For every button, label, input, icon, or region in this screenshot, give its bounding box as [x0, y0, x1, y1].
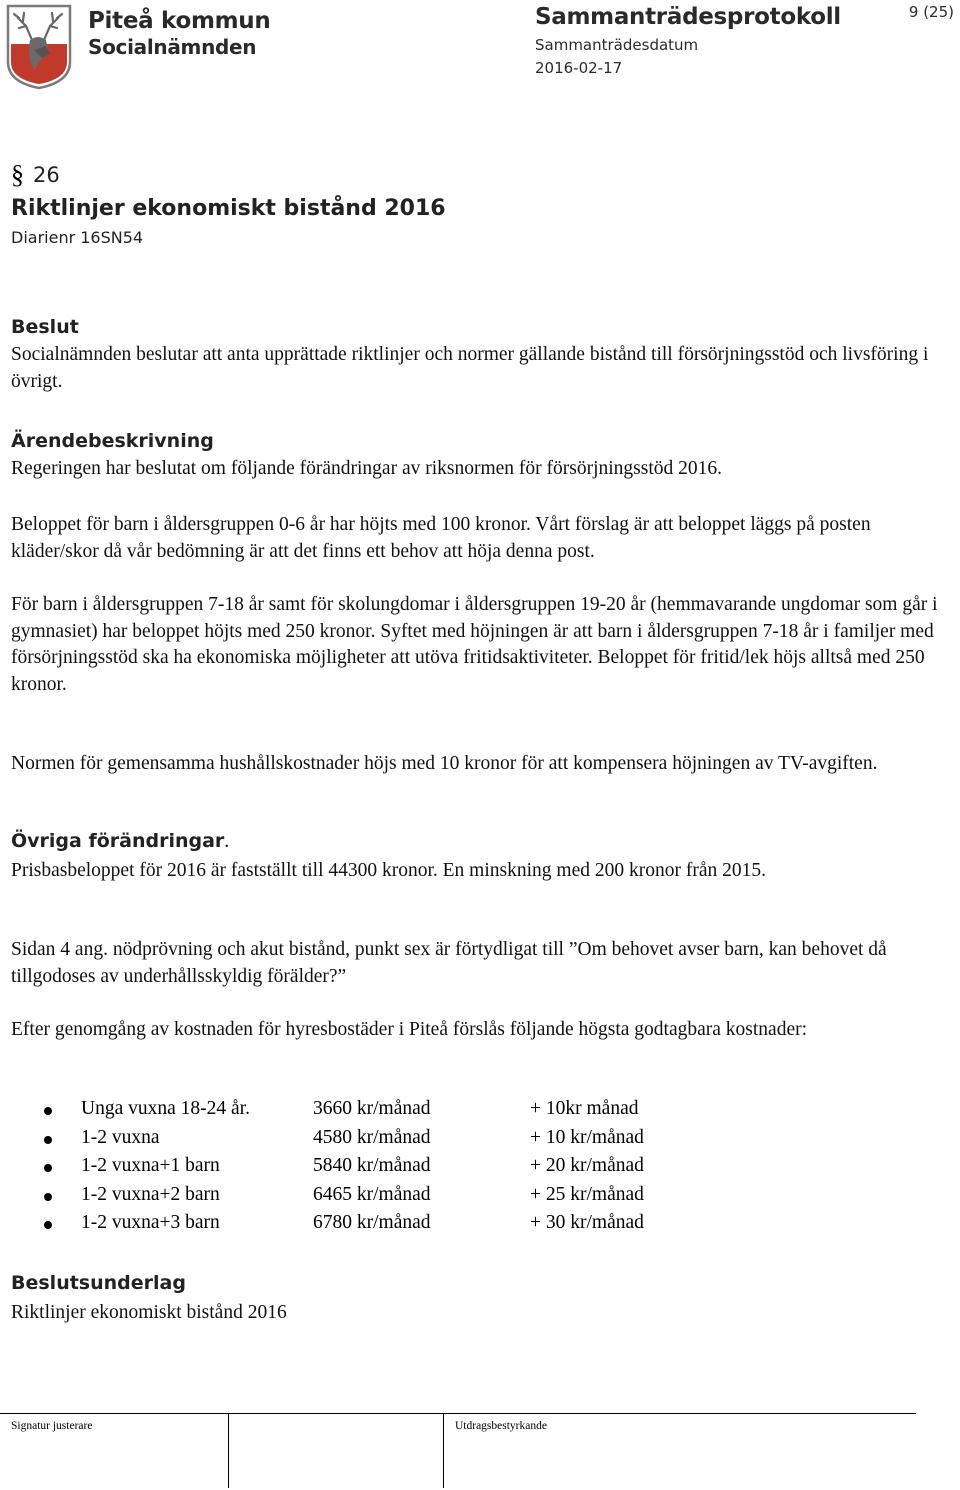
certification-label: Utdragsbestyrkande	[455, 1420, 547, 1432]
footer-column-divider	[228, 1413, 229, 1488]
diary-number: Diarienr 16SN54	[11, 228, 144, 247]
bullet-icon	[44, 1164, 52, 1172]
cost-change: + 20 kr/månad	[530, 1155, 644, 1176]
page-number: 9 (25)	[908, 3, 954, 21]
max-cost: 5840 kr/månad	[313, 1155, 431, 1176]
other-changes-heading-period: .	[224, 831, 230, 852]
description-paragraph: Regeringen har beslutat om följande förändringar av riksnormen för försörjningsstöd 2016.	[11, 458, 723, 479]
other-paragraph: Sidan 4 ang. nödprövning och akut bistånd, punkt sex är förtydligat till ”Om behovet avser barn, kan behovet då tillgodoses av underhållsskyldig förälder?”	[11, 939, 887, 987]
list-item	[0, 1212, 700, 1240]
footer-column-divider	[443, 1413, 444, 1488]
decision-heading: Beslut	[11, 316, 79, 338]
description-paragraph: Beloppet för barn i åldersgruppen 0-6 år har höjts med 100 kronor. Vårt förslag är att beloppet läggs på posten kläder/skor då vår bedömning är att det finns ett behov att höja denna post.	[11, 514, 871, 562]
household-type: Unga vuxna 18-24 år.	[81, 1098, 250, 1119]
other-changes-heading	[11, 830, 229, 853]
cost-change: + 30 kr/månad	[530, 1212, 644, 1233]
household-type: 1-2 vuxna+3 barn	[81, 1212, 220, 1233]
cost-change: + 25 kr/månad	[530, 1183, 644, 1205]
description-paragraph: För barn i åldersgruppen 7-18 år samt för skolungdomar i åldersgruppen 19-20 år (hemmavarande ungdomar som går i gymnasiet) har beloppet höjts med 250 kronor. Syftet med höjningen är att barn i åldersgruppen 7-18 år i familjer med försörjningsstöd ska ha ekonomiska möjligheter att utöva fritidsaktiviteter. Beloppet för fritid/lek höjs alltså med 250 kronor.	[11, 594, 938, 695]
max-cost: 6780 kr/månad	[313, 1212, 431, 1233]
bullet-icon	[44, 1107, 52, 1115]
list-item	[0, 1184, 700, 1212]
decision-basis-heading: Beslutsunderlag	[11, 1272, 186, 1294]
housing-cost-list	[0, 1098, 720, 1248]
max-cost: 3660 kr/månad	[313, 1098, 431, 1119]
max-cost: 4580 kr/månad	[313, 1126, 431, 1148]
signature-label: Signatur justerare	[11, 1420, 93, 1432]
household-type: 1-2 vuxna+2 barn	[81, 1183, 220, 1205]
paragraph-number: 26	[33, 163, 60, 187]
description-paragraph: Normen för gemensamma hushållskostnader höjs med 10 kronor för att kompensera höjningen av TV-avgiften.	[11, 753, 878, 774]
decision-basis-text: Riktlinjer ekonomiskt bistånd 2016	[11, 1302, 287, 1323]
decision-text: Socialnämnden beslutar att anta upprättade riktlinjer och normer gällande bistånd till försörjningsstöd och livsföring i övrigt.	[11, 344, 929, 392]
list-item	[0, 1127, 700, 1155]
meeting-date: 2016-02-17	[535, 59, 623, 77]
other-paragraph: Efter genomgång av kostnaden för hyresbostäder i Piteå förslås följande högsta godtagbara kostnader:	[11, 1019, 808, 1040]
household-type: 1-2 vuxna	[81, 1126, 160, 1148]
other-paragraph: Prisbasbeloppet för 2016 är fastställt till 44300 kronor. En minskning med 200 kronor från 2015.	[11, 860, 766, 881]
household-type: 1-2 vuxna+1 barn	[81, 1155, 220, 1176]
bullet-icon	[44, 1136, 52, 1144]
municipality-crest-icon	[6, 4, 72, 90]
max-cost: 6465 kr/månad	[313, 1183, 431, 1205]
description-heading: Ärendebeskrivning	[11, 430, 214, 452]
board-name: Socialnämnden	[88, 35, 257, 59]
paragraph-sign: §	[11, 160, 24, 189]
other-changes-heading-text: Övriga förändringar	[11, 830, 225, 852]
cost-change: + 10 kr/månad	[530, 1126, 644, 1148]
meeting-date-label: Sammanträdesdatum	[535, 36, 699, 54]
list-item	[0, 1098, 700, 1126]
document-type: Sammanträdesprotokoll	[535, 4, 841, 30]
footer-divider	[0, 1413, 916, 1414]
list-item	[0, 1155, 700, 1183]
bullet-icon	[44, 1193, 52, 1201]
cost-change: + 10kr månad	[530, 1098, 639, 1119]
bullet-icon	[44, 1221, 52, 1229]
organization-name: Piteå kommun	[88, 8, 271, 34]
item-title: Riktlinjer ekonomiskt bistånd 2016	[11, 196, 446, 221]
